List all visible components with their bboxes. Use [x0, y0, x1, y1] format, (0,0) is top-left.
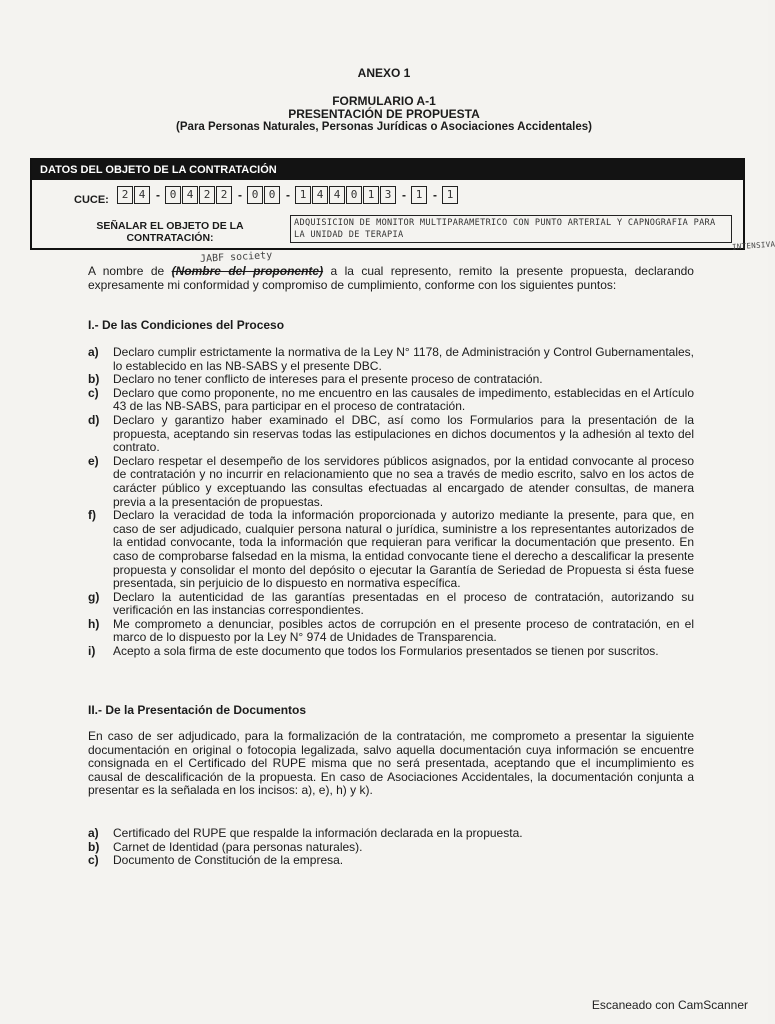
intro-prefix: A nombre de	[88, 264, 172, 278]
handwritten-proponent: JABF society	[199, 250, 273, 265]
list-item-letter: a)	[88, 826, 99, 840]
list-item-text: Declaro respetar el desempeño de los servidores públicos asignados, por la entidad convocante al proceso de contratación y no incurrir en relacionamiento que no sea a través de medio escrito, salvo en los actos de carácter público y exceptuando las consultas efectuadas al encargado de atender consultas, de manera previa a la presentación de propuestas.	[113, 453, 694, 509]
list-item-letter: f)	[88, 508, 96, 523]
list-item	[88, 373, 694, 387]
cuce-digit-cell: 3	[380, 186, 396, 204]
list-item	[88, 841, 694, 855]
list-item-text: Declaro y garantizo haber examinado el DBC, así como los Formularios para la presentación de la propuesta, aceptando sin reservas todas las estipulaciones en dichos documentos y la adhesión al texto del contrato.	[113, 412, 694, 455]
list-item-letter: c)	[88, 853, 99, 868]
object-overflow-text: INTENSIVA	[731, 239, 775, 252]
section-2-paragraph: En caso de ser adjudicado, para la formalización de la contratación, me comprometo a presentar la siguiente documentación en original o fotocopia legalizada, salvo aquella documentación cuya información se encuentre consignada en el Certificado del RUPE misma que no será presentada, aceptando que el incumplimiento es causal de descalificación de la propuesta. En caso de Asociaciones Accidentales, la documentación conjunta a presentar es la señalada en los incisos: a), e), h) y k).	[88, 729, 694, 798]
list-item-letter: c)	[88, 385, 99, 400]
list-item-letter: b)	[88, 839, 100, 854]
list-item-letter: b)	[88, 372, 100, 387]
list-item	[88, 387, 694, 414]
cuce-digit-cell: 4	[182, 186, 198, 204]
cuce-digit-cell: 4	[329, 186, 345, 204]
list-item	[88, 346, 694, 373]
list-item-text: Carnet de Identidad (para personas naturales).	[113, 839, 363, 854]
object-field	[290, 215, 775, 252]
cuce-separator: -	[238, 188, 242, 202]
object-text: ADQUISICION DE MONITOR MULTIPARAMETRICO CON PUNTO ARTERIAL Y CAPNOGRAFIA PARA LA UNIDAD DE TERAPIA	[294, 218, 716, 240]
cuce-label: CUCE:	[74, 194, 109, 206]
list-item-text: Me comprometo a denunciar, posibles actos de corrupción en el presente proceso de contratación, en el marco de lo dispuesto por la Ley N° 974 de Unidades de Transparencia.	[113, 616, 694, 645]
intro-paragraph	[88, 264, 694, 292]
cuce-digit-cell: 0	[165, 186, 181, 204]
section-1-title: I.- De las Condiciones del Proceso	[88, 318, 285, 332]
list-item	[88, 414, 694, 455]
cuce-digit-cell: 0	[346, 186, 362, 204]
list-item	[88, 455, 694, 509]
list-item-letter: a)	[88, 345, 99, 359]
object-label: SEÑALAR EL OBJETO DE LA CONTRATACIÓN:	[96, 220, 244, 244]
list-item-text: Declaro cumplir estrictamente la normativa de la Ley N° 1178, de Administración y Control Gubernamentales, lo establecido en las NB-SABS y el presente DBC.	[113, 345, 694, 373]
list-item-text: Acepto a sola firma de este documento que todos los Formularios presentados se tienen por suscritos.	[113, 644, 659, 659]
cuce-code	[117, 186, 459, 204]
cuce-digit-cell: 1	[411, 186, 427, 204]
list-item-letter: h)	[88, 616, 100, 631]
list-item-text: Declaro no tener conflicto de intereses para el presente proceso de contratación.	[113, 372, 543, 387]
scanner-watermark: Escaneado con CamScanner	[591, 998, 748, 1012]
list-item	[88, 645, 694, 659]
list-item	[88, 591, 694, 618]
proposal-title: PRESENTACIÓN DE PROPUESTA	[288, 107, 480, 121]
contract-data-box	[30, 158, 775, 252]
list-item-text: Documento de Constitución de la empresa.	[113, 853, 344, 868]
section-2-list	[88, 827, 694, 868]
list-item-text: Declaro que como proponente, no me encuentro en las causales de impedimento, establecidas en el Artículo 43 de las NB-SABS, para participar en el proceso de contratación.	[113, 385, 694, 414]
struck-proponent-name: (Nombre del proponente)	[171, 264, 324, 278]
cuce-digit-cell: 4	[312, 186, 328, 204]
form-title: FORMULARIO A-1	[332, 94, 436, 108]
list-item	[88, 827, 694, 841]
list-item-text: Declaro la veracidad de toda la información proporcionada y autorizo mediante la presente, para que, en caso de ser adjudicado, cualquier persona natural o jurídica, suministre a los representantes autorizados de la entidad convocante, toda la información que requieran para verificar la documentación que presento. En caso de comprobarse falsedad en la misma, la entidad convocante tiene el derecho a descalificar la presente propuesta y consolidar el monto del depósito o ejecutar la Garantía de Seriedad de Propuesta si ésta fuese presentada, sin perjuicio de lo dispuesto en normativa específica.	[113, 508, 694, 591]
cuce-digit-cell: 1	[363, 186, 379, 204]
list-item-letter: d)	[88, 412, 100, 427]
cuce-digit-cell: 2	[199, 186, 215, 204]
list-item-text: Declaro la autenticidad de las garantías presentadas en el proceso de contratación, autorizando su verificación en las instancias correspondientes.	[113, 589, 694, 618]
list-item-letter: g)	[88, 589, 100, 604]
cuce-digit-cell: 2	[216, 186, 232, 204]
list-item-text: Certificado del RUPE que respalde la información declarada en la propuesta.	[113, 826, 523, 840]
contract-data-heading: DATOS DEL OBJETO DE LA CONTRATACIÓN	[32, 160, 743, 180]
cuce-digit-cell: 4	[134, 186, 150, 204]
proposal-subtitle: (Para Personas Naturales, Personas Jurídicas o Asociaciones Accidentales)	[176, 121, 592, 133]
intro-suffix: a la cual represento, remito la presente propuesta, declarando expresamente mi conformidad y compromiso de cumplimiento, conforme con los siguientes puntos:	[88, 264, 694, 292]
list-item	[88, 509, 694, 591]
cuce-digit-cell: 2	[117, 186, 133, 204]
section-1-list	[88, 346, 694, 659]
cuce-separator: -	[286, 188, 290, 202]
cuce-digit-cell: 0	[247, 186, 263, 204]
list-item-letter: e)	[88, 453, 99, 468]
annex-title: ANEXO 1	[357, 66, 411, 80]
section-2-title: II.- De la Presentación de Documentos	[88, 703, 307, 717]
cuce-digit-cell: 1	[295, 186, 311, 204]
cuce-digit-cell: 1	[442, 186, 458, 204]
cuce-digit-cell: 0	[264, 186, 280, 204]
list-item	[88, 854, 694, 868]
list-item-letter: i)	[88, 644, 96, 659]
cuce-separator: -	[156, 188, 160, 202]
cuce-separator: -	[402, 188, 406, 202]
cuce-separator: -	[433, 188, 437, 202]
list-item	[88, 618, 694, 645]
